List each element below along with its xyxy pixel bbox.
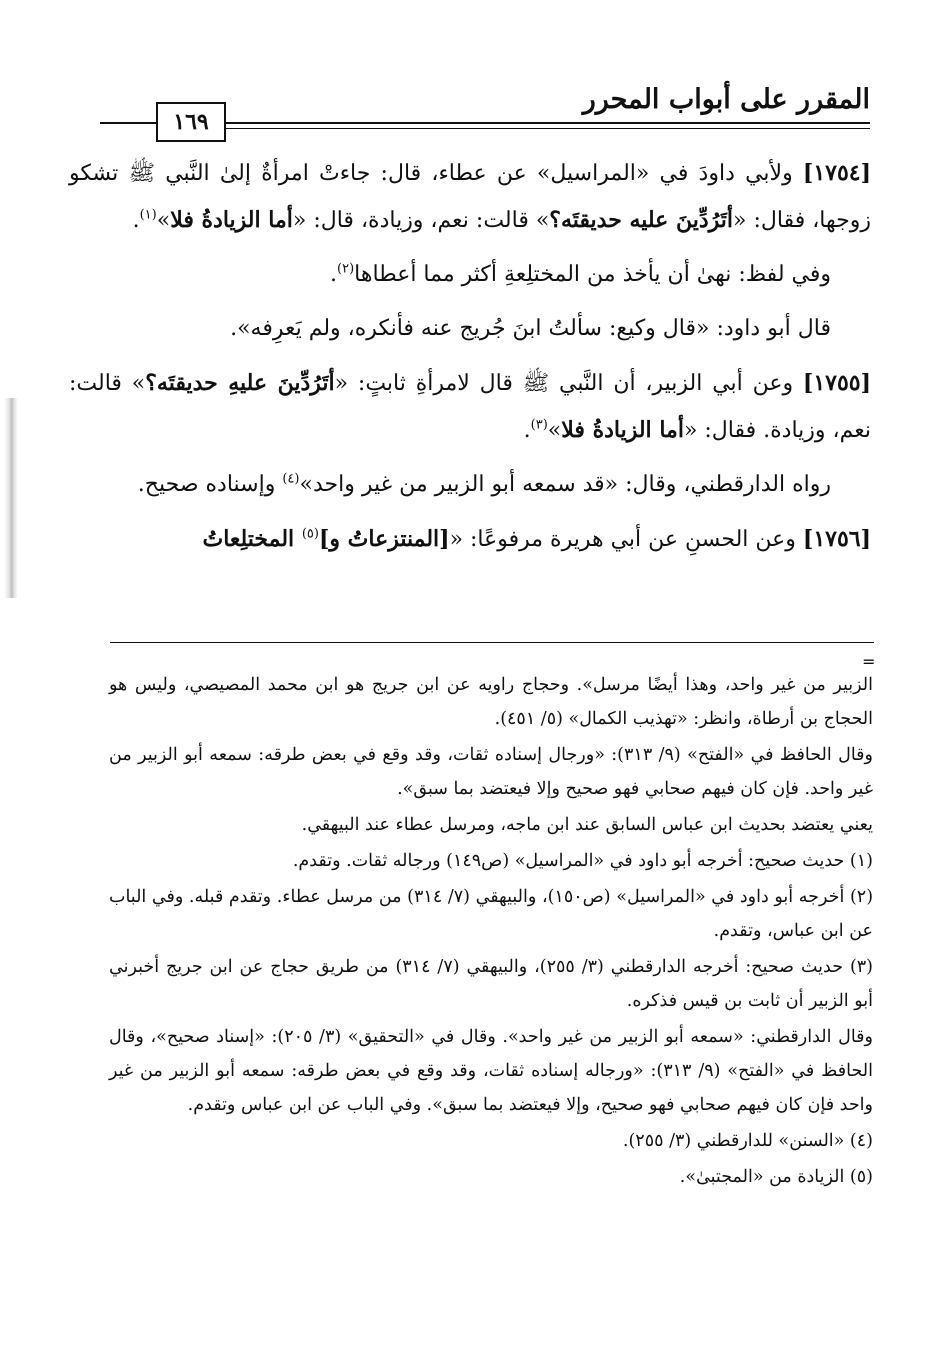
page-header	[100, 80, 870, 140]
hadith-paragraph	[69, 516, 871, 563]
text-run: وفي لفظ: نهىٰ أن يأخذ من المختلِعةِ أكثر مما أعطاها	[354, 262, 831, 287]
quoted-text: أتَرُدِّينَ عليهِ حديقتَه؟	[145, 370, 335, 396]
footnote-item: (١) حديث صحيح: أخرجه أبو داود في «المراسيل» (ص١٤٩) ورجاله ثقات. وتقدم.	[292, 851, 873, 871]
hadith-paragraph	[69, 360, 871, 454]
quoted-text: أتَرُدِّينَ عليه حديقتَه؟	[549, 207, 734, 233]
text-run: .	[523, 418, 531, 443]
footnote-item: (٤) «السنن» للدارقطني (٣/ ٢٥٥).	[622, 1131, 873, 1151]
page-number: ١٦٩	[156, 102, 226, 142]
text-run: .	[330, 262, 337, 287]
text-run: » قالت: نعم، وزيادة. فقال: «	[69, 371, 871, 443]
footnote-item: الزبير من غير واحد، وهذا أيضًا مرسل». وحجاج راويه عن ابن جريج هو ابن محمد المصيصي، وليس هو الحجاج بن أرطاة، وانظر: «تهذيب الكمال» (٥/ ٤٥١).	[109, 675, 873, 729]
hadith-paragraph	[69, 462, 871, 508]
hadith-number: [١٧٥٥]	[802, 370, 872, 396]
footnote-reference[interactable]: (٥)	[301, 526, 319, 542]
footnote-item: وقال الحافظ في «الفتح» (٩/ ٣١٣): «ورجال إسناده ثقات، وقد وقع في بعض طرقه: سمعه أبو الزبير من غير واحد. فإن كان فيهم صحابي فهو صحيح وإلا فيعتضد بما سبق».	[109, 745, 873, 799]
page-binding-shadow	[4, 398, 18, 598]
main-text	[69, 150, 871, 563]
hadith-number: [١٧٥٤]	[802, 160, 871, 186]
quoted-text: أما الزيادةُ فلا	[561, 417, 684, 443]
footnote-item: (٢) أخرجه أبو داود في «المراسيل» (ص١٥٠)، والبيهقي (٧/ ٣١٤) من مرسل عطاء. وتقدم قبله. وفي الباب عن ابن عباس، وتقدم.	[109, 887, 874, 941]
footnote-item: (٣) حديث صحيح: أخرجه الدارقطني (٣/ ٢٥٥)، والبيهقي (٧/ ٣١٤) من طريق حجاج عن ابن جريج أخبرني أبو الزبير أن ثابت بن قيس فذكره.	[109, 957, 873, 1011]
text-run: »	[156, 208, 171, 233]
footnote-item: يعني يعتضد بحديث ابن عباس السابق عند ابن ماجه، ومرسل عطاء عند البيهقي.	[301, 815, 873, 835]
text-run: .	[132, 208, 140, 233]
hadith-paragraph	[69, 150, 871, 244]
hadith-paragraph	[69, 252, 871, 298]
running-title: المقرر على أبواب المحرر	[582, 84, 870, 115]
footnotes	[109, 668, 873, 1194]
footnote-item: وقال الدارقطني: «سمعه أبو الزبير من غير واحد». وقال في «التحقيق» (٣/ ٢٠٥): «إسناد صحيح»، وقال الحافظ في «الفتح» (٩/ ٣١٣): «ورجاله إسناده ثقات، وقد وقع في بعض طرقه: سمعه أبو الزبير من غير واحد فإن كان فيهم صحابي فهو صحيح، وإلا فيعتضد بما سبق». وفي الباب عن ابن عباس وتقدم.	[109, 1027, 873, 1115]
quoted-text: المختلِعاتُ	[202, 526, 302, 552]
text-run: رواه الدارقطني، وقال: «قد سمعه أبو الزبير من غير واحد»	[299, 472, 831, 497]
footnote-reference[interactable]: (٤)	[282, 471, 300, 487]
footnote-reference[interactable]: (١)	[139, 207, 157, 223]
footnote-reference[interactable]: (٢)	[337, 261, 355, 277]
hadith-paragraph	[69, 306, 871, 352]
footnote-divider	[110, 642, 874, 643]
footnote-reference[interactable]: (٣)	[530, 417, 548, 433]
text-run: وإسناده صحيح.	[137, 472, 283, 497]
quoted-text: [المنتزعاتُ و]	[318, 526, 450, 552]
header-rule-thin	[220, 128, 870, 129]
header-rule-left	[102, 122, 156, 124]
text-run: ولأبي داودَ في «المراسيل» عن عطاء، قال: جاءتْ امرأةٌ إلىٰ النَّبي ﷺ تشكو زوجها، فقال: «	[69, 161, 871, 233]
text-run: » قالت: نعم، وزيادة، قال: «	[292, 208, 550, 233]
hadith-number: [١٧٥٦]	[802, 526, 871, 552]
text-run: »	[547, 418, 562, 443]
text-run: وعن أبي الزبير، أن النَّبي ﷺ قال لامرأةِ ثابتٍ: «	[334, 371, 803, 396]
footnote-continuation-mark: =	[862, 652, 876, 671]
footnote-item: (٥) الزيادة من «المجتبىٰ».	[679, 1167, 873, 1187]
text-run: قال أبو داود: «قال وكيع: سألتُ ابنَ جُريج عنه فأنكره، ولم يَعرِفه».	[230, 316, 831, 341]
quoted-text: أما الزيادةُ فلا	[170, 207, 293, 233]
text-run: وعن الحسنِ عن أبي هريرة مرفوعًا: «	[449, 527, 803, 552]
